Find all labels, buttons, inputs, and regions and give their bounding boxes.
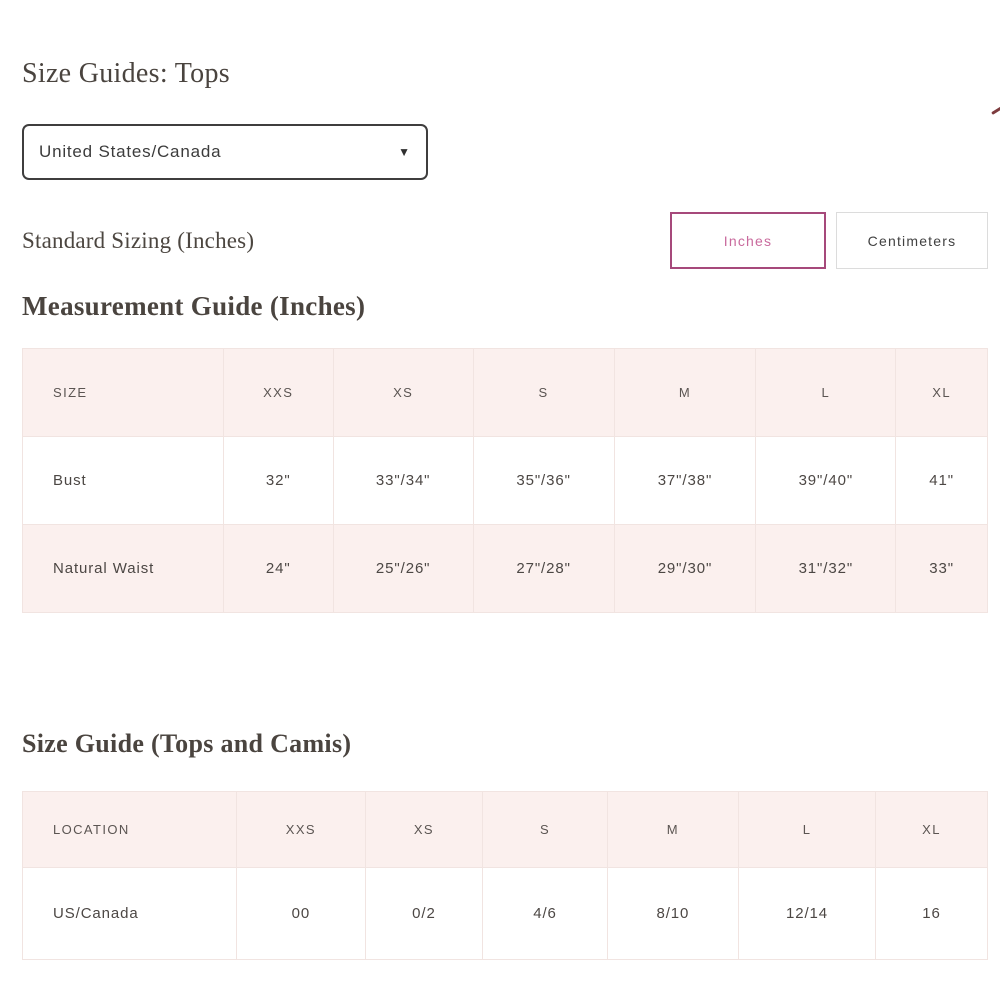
row-label: Bust [23,437,224,525]
inches-button[interactable]: Inches [670,212,826,269]
cell-value: 00 [237,868,365,960]
column-header: L [756,349,896,437]
column-header: SIZE [23,349,224,437]
table-header-row [23,349,988,437]
row-label: Natural Waist [23,525,224,613]
row-label: US/Canada [23,868,237,960]
standard-sizing-label: Standard Sizing (Inches) [22,227,255,253]
cell-value: 35"/36" [473,437,614,525]
cell-value: 37"/38" [614,437,756,525]
table-row [23,868,988,960]
measurement-guide-table [22,348,988,613]
cell-value: 33"/34" [333,437,473,525]
centimeters-button[interactable]: Centimeters [836,212,988,269]
cell-value: 27"/28" [473,525,614,613]
column-header: S [473,349,614,437]
unit-toggle-buttons [670,212,988,269]
column-header: S [483,792,607,868]
table-header-row [23,792,988,868]
column-header: M [607,792,738,868]
size-guide-page [22,58,988,960]
cell-value: 32" [223,437,333,525]
chevron-down-icon: ▼ [398,145,410,159]
column-header: L [739,792,876,868]
unit-toggle-row [22,212,988,269]
column-header: XS [333,349,473,437]
cell-value: 16 [876,868,988,960]
column-header: LOCATION [23,792,237,868]
size-guide-table [22,791,988,960]
column-header: XXS [223,349,333,437]
cell-value: 0/2 [365,868,483,960]
column-header: XS [365,792,483,868]
cell-value: 41" [896,437,988,525]
column-header: XL [876,792,988,868]
cell-value: 39"/40" [756,437,896,525]
page-title: Size Guides: Tops [22,58,230,89]
cell-value: 29"/30" [614,525,756,613]
table-row [23,525,988,613]
region-select[interactable] [22,124,428,180]
measurement-guide-title: Measurement Guide (Inches) [22,291,366,321]
size-guide-title: Size Guide (Tops and Camis) [22,729,352,758]
cell-value: 12/14 [739,868,876,960]
edge-artifact-icon [991,106,1000,115]
cell-value: 4/6 [483,868,607,960]
table-row [23,437,988,525]
cell-value: 33" [896,525,988,613]
cell-value: 31"/32" [756,525,896,613]
cell-value: 8/10 [607,868,738,960]
cell-value: 25"/26" [333,525,473,613]
column-header: M [614,349,756,437]
region-select-value: United States/Canada [39,142,222,161]
cell-value: 24" [223,525,333,613]
column-header: XXS [237,792,365,868]
column-header: XL [896,349,988,437]
